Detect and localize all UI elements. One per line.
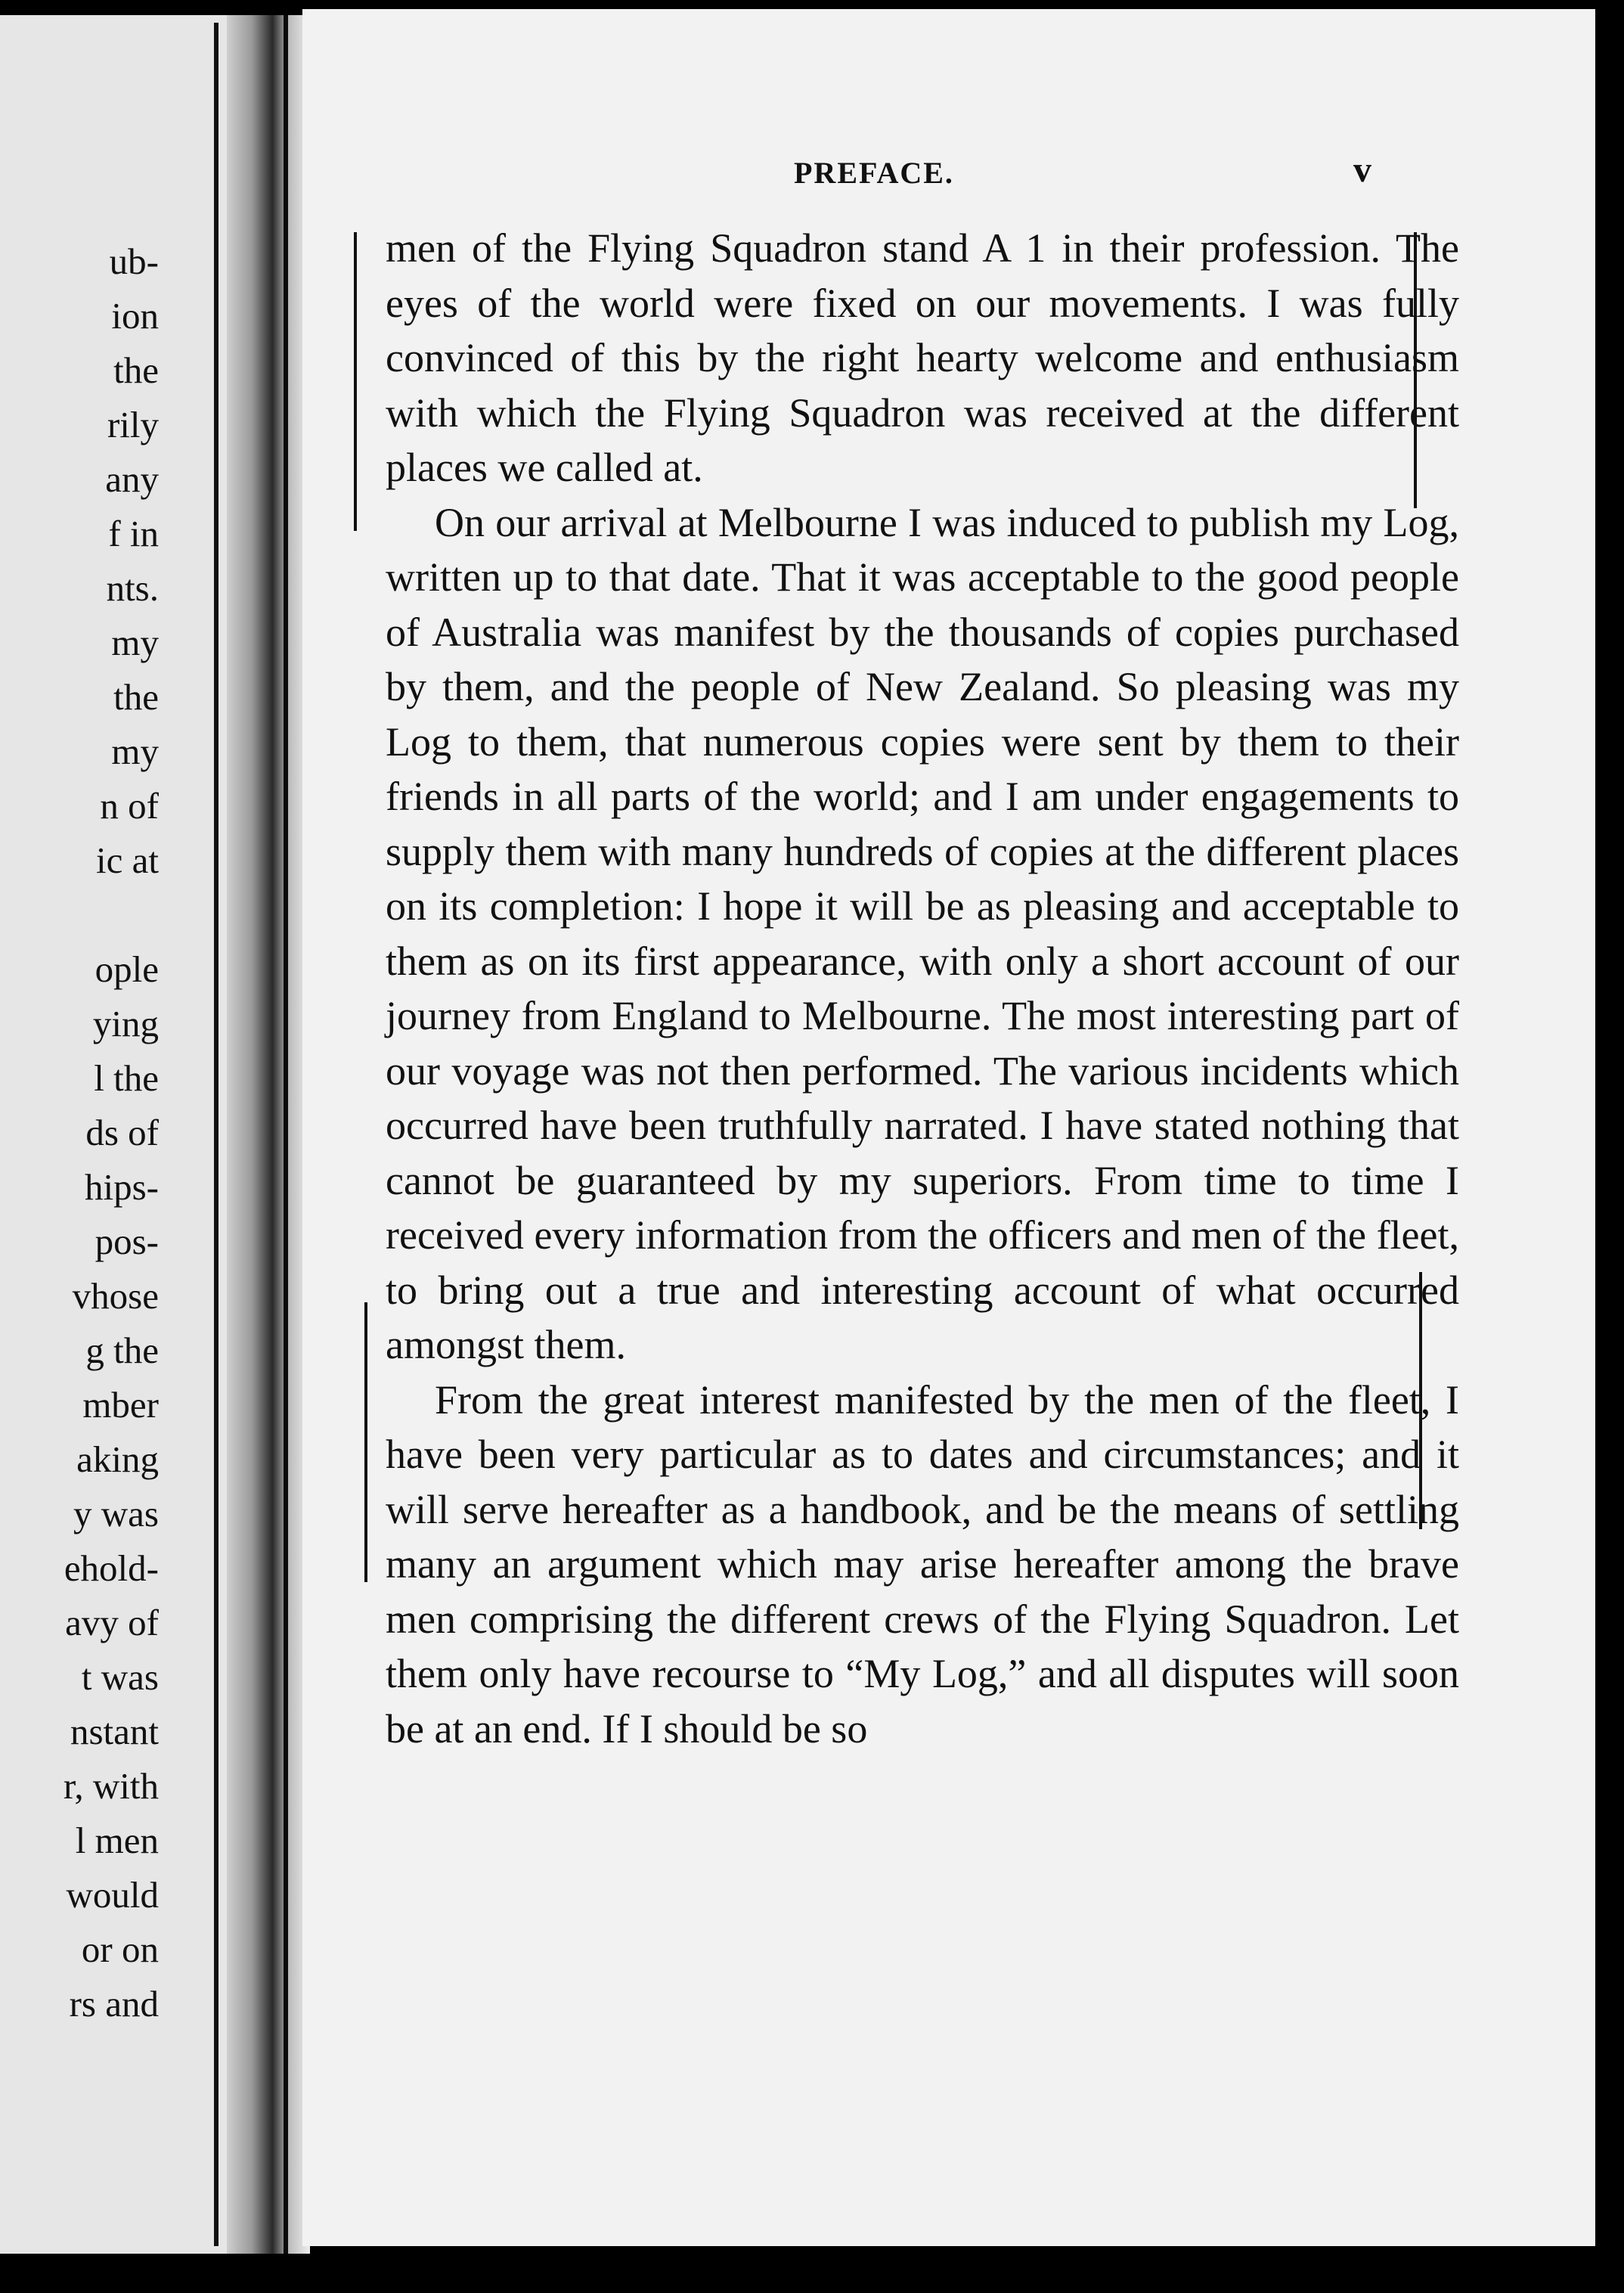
left-page-line: nts. (106, 567, 159, 609)
left-page-line: ehold- (64, 1547, 159, 1589)
left-page-line: n of (100, 785, 159, 827)
left-page-line: ying (92, 1003, 159, 1044)
right-page (302, 9, 1595, 2246)
spine-edge-line (214, 23, 218, 2246)
left-page-line: vhose (72, 1275, 159, 1317)
left-page-line: y was (73, 1493, 159, 1534)
left-page-line: my (111, 731, 159, 772)
left-page-line: pos- (95, 1221, 159, 1262)
left-page-line: ion (111, 295, 159, 337)
left-page-line: t was (81, 1656, 159, 1698)
margin-mark-left-1 (354, 232, 357, 531)
book-gutter (227, 15, 310, 2254)
left-page-line: ic at (96, 839, 159, 881)
left-page-line: the (113, 676, 159, 718)
left-page-line: any (105, 458, 159, 500)
left-page-line: l men (75, 1820, 159, 1861)
page-header (302, 149, 1595, 202)
left-page-line: the (113, 349, 159, 391)
left-page-line: f in (108, 513, 159, 554)
left-page-line: my (111, 622, 159, 663)
left-page-line: ub- (109, 240, 159, 282)
left-page-line: mber (82, 1384, 159, 1426)
left-page-line: r, with (64, 1765, 159, 1807)
left-page-line: aking (76, 1438, 159, 1480)
left-page-line: or on (81, 1928, 159, 1970)
left-page-line: hips- (85, 1166, 159, 1208)
left-page-line: would (66, 1874, 159, 1916)
left-page-fragment (0, 15, 227, 2254)
left-page-line: g the (85, 1330, 159, 1371)
margin-mark-left-2 (364, 1302, 367, 1582)
left-page-line: rily (107, 404, 159, 445)
paragraph-1: men of the Flying Squadron stand A 1 in their profession. The eyes of the world were fixed on our movements. I was fully convinced of this by the right hearty welcome and enthusiasm with which the Flying Squadron was received at the different places we called at. (386, 225, 1459, 490)
left-page-line: ds of (85, 1112, 159, 1153)
paragraph-2: On our arrival at Melbourne I was induced to publish my Log, written up to that date. That it was acceptable to the good people of Australia was manifest by the thousands of copies purchased by them, and the people of New Zealand. So pleasing was my Log to them, that numerous copies were sent by them to their friends in all parts of the world; and I am under engagements to supply them with many hundreds of copies at the different places on its completion: I hope it will be as pleasing and acceptable to them as on its first appearance, with only a short account of our journey from England to Melbourne. The most interesting part of our voyage was not then performed. The various incidents which occurred have been truthfully narrated. I have stated nothing that cannot be guaranteed by my superiors. From time to time I received every information from the officers and men of the fleet, to bring out a true and interesting account of what occurred amongst them. (386, 499, 1459, 1367)
page-number: v (1353, 150, 1371, 190)
spine-shadow-line (284, 15, 288, 2254)
preface-body (386, 221, 1459, 1756)
running-head: PREFACE. (794, 156, 954, 190)
left-page-line: rs and (69, 1983, 159, 2025)
left-page-line: ople (95, 948, 159, 990)
left-page-line: l the (94, 1057, 159, 1099)
left-page-line: avy of (65, 1602, 159, 1643)
left-page-line: nstant (70, 1711, 159, 1752)
paragraph-3: From the great interest manifested by the men of the fleet, I have been very particular as to dates and circumstances; and it will serve hereafter as a handbook, and be the means of settling many an argument which may arise hereafter among the brave men comprising the different crews of the Flying Squadron. Let them only have recourse to “My Log,” and all disputes will soon be at an end. If I should be so (386, 1376, 1459, 1752)
